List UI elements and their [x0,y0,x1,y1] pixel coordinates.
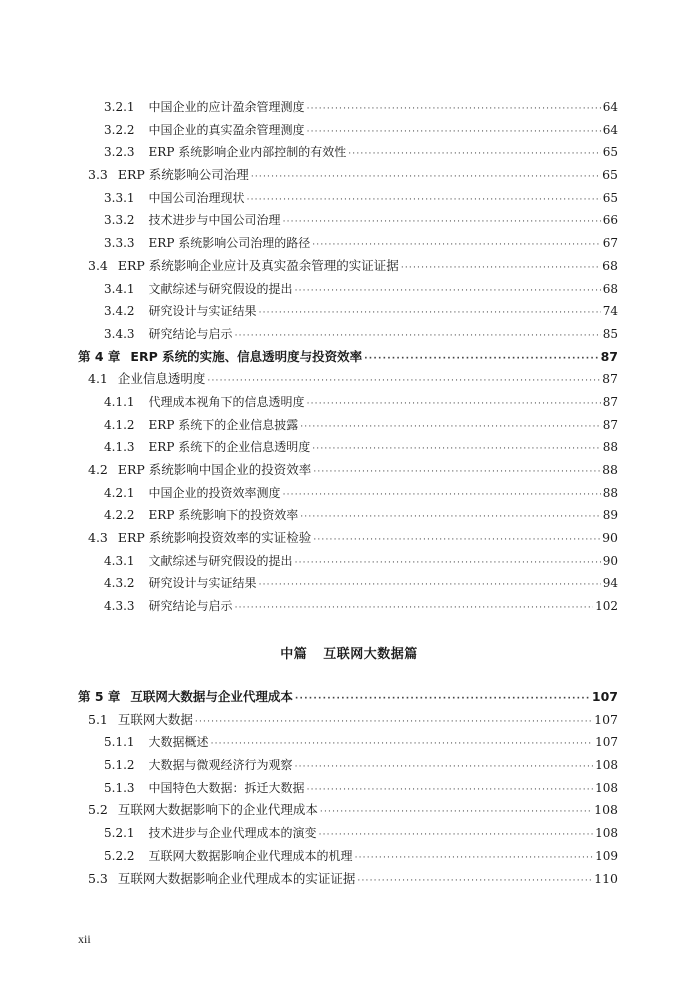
toc-entry-page: 65 [602,190,618,205]
toc-entry-title: 大数据与微观经济行为观察 [148,758,293,773]
toc-entry-title: 研究设计与实证结果 [148,304,257,319]
toc-entry-page: 88 [602,485,618,500]
toc-entry-page: 67 [602,236,618,251]
toc-entry-title: 中国企业的真实盈余管理测度 [148,122,305,137]
toc-entry-page: 87 [600,348,618,364]
toc-dot-leader [295,756,594,779]
toc-dot-leader [320,801,592,824]
toc-entry-number: 4.1.3 [104,440,135,455]
toc-entry-title: 互联网大数据影响企业代理成本的实证证据 [117,870,356,886]
toc-entry-number: 3.3.1 [104,190,135,205]
toc-subsection-entry [78,209,618,232]
toc-entry-title: 互联网大数据 [117,711,193,727]
toc-subsection-entry [78,572,618,595]
toc-entry-number: 5.1.1 [104,735,135,750]
toc-dot-leader [247,189,601,212]
toc-entry-number: 第 4 章 [78,348,121,364]
toc-entry-title: 技术进步与中国公司治理 [148,213,281,228]
toc-entry-page: 94 [602,576,618,591]
toc-subsection-entry [78,550,618,573]
toc-entry-number: 4.3.1 [104,553,135,568]
toc-subsection-entry [78,845,618,868]
toc-subsection-entry [78,482,618,505]
toc-entry-number: 4.2 [88,462,108,477]
toc-entry-page: 64 [602,122,618,137]
toc-section-entry [78,164,618,187]
toc-dot-leader [295,552,601,575]
toc-entry-title: ERP 系统影响企业应计及真实盈余管理的实证证据 [117,257,399,273]
toc-entry-page: 90 [602,553,618,568]
toc-chapter-entry [78,346,618,369]
toc-entry-number: 4.1.1 [104,394,135,409]
toc-dot-leader [207,370,600,393]
toc-dot-leader [283,211,601,234]
toc-section-entry [78,527,618,550]
toc-dot-leader [348,143,600,166]
toc-entry-page: 68 [602,257,618,273]
toc-entry-number: 4.3.3 [104,599,135,614]
toc-dot-leader [307,393,601,416]
toc-dot-leader [259,574,601,597]
toc-entry-title: ERP 系统下的企业信息披露 [148,417,299,432]
toc-subsection-entry [78,391,618,414]
toc-entry-number: 5.2 [88,802,108,818]
toc-entry-page: 87 [602,394,618,409]
toc-dot-leader [307,121,601,144]
toc-entry-page: 108 [595,780,618,795]
toc-entry-page: 89 [602,508,618,523]
toc-entry-page: 102 [595,599,618,614]
toc-section-entry [78,868,618,891]
toc-entry-number: 5.1 [88,711,108,727]
toc-subsection-entry [78,731,618,754]
toc-entry-number: 5.2.2 [104,848,135,863]
toc-entry-number: 3.4.2 [104,304,135,319]
toc-subsection-entry [78,119,618,142]
toc-entry-number: 5.1.2 [104,758,135,773]
toc-entry-title: 研究设计与实证结果 [148,576,257,591]
toc-entry-title: 中国企业的投资效率测度 [148,485,281,500]
toc-entry-number: 3.4 [88,257,108,273]
toc-entry-page: 110 [594,870,618,886]
toc-entry-title: ERP 系统下的企业信息透明度 [148,440,311,455]
toc-entry-title: ERP 系统影响企业内部控制的有效性 [148,145,347,160]
toc-chapter-entry [78,686,618,709]
toc-entry-page: 109 [595,848,618,863]
toc-entry-number: 3.3 [88,167,108,183]
toc-entry-page: 66 [602,213,618,228]
part-name: 互联网大数据篇 [323,647,418,662]
toc-dot-leader [401,257,600,280]
toc-dot-leader [300,506,600,529]
toc-section-entry [78,255,618,278]
toc-entry-title: 中国特色大数据：拆迁大数据 [148,780,305,795]
table-of-contents-upper [78,96,618,618]
toc-dot-leader [235,325,601,348]
toc-entry-title: 互联网大数据与企业代理成本 [130,689,293,704]
toc-entry-title: 大数据概述 [148,735,209,750]
toc-entry-page: 88 [602,462,618,477]
toc-entry-page: 108 [595,758,618,773]
toc-section-entry [78,709,618,732]
toc-entry-title: 互联网大数据影响企业代理成本的机理 [148,848,353,863]
toc-entry-title: ERP 系统影响下的投资效率 [148,508,299,523]
part-heading [0,643,698,662]
toc-dot-leader [300,416,600,439]
toc-entry-title: 文献综述与研究假设的提出 [148,281,293,296]
toc-subsection-entry [78,323,618,346]
toc-subsection-entry [78,754,618,777]
toc-dot-leader [312,234,600,257]
toc-subsection-entry [78,232,618,255]
toc-entry-number: 第 5 章 [78,689,121,704]
toc-entry-title: ERP 系统的实施、信息透明度与投资效率 [130,348,363,364]
toc-entry-page: 65 [602,167,618,183]
toc-entry-page: 87 [602,371,618,387]
toc-entry-number: 3.2.2 [104,122,135,137]
toc-entry-title: 互联网大数据影响下的企业代理成本 [117,802,318,818]
part-label: 中篇 [280,647,308,662]
toc-entry-title: 研究结论与启示 [148,326,233,341]
toc-dot-leader [251,166,600,189]
toc-entry-title: ERP 系统影响公司治理的路径 [148,236,311,251]
toc-dot-leader [312,438,600,461]
toc-dot-leader [295,280,601,303]
toc-subsection-entry [78,504,618,527]
toc-entry-page: 90 [602,530,618,546]
toc-entry-title: 研究结论与启示 [148,599,233,614]
toc-dot-leader [313,461,600,484]
toc-entry-page: 74 [602,304,618,319]
toc-dot-leader [313,529,600,552]
toc-subsection-entry [78,414,618,437]
table-of-contents-lower [78,686,618,890]
toc-entry-page: 68 [602,281,618,296]
toc-entry-number: 3.2.3 [104,145,135,160]
toc-subsection-entry [78,187,618,210]
page-folio: xii [78,932,91,946]
toc-entry-page: 107 [591,689,618,704]
toc-entry-number: 3.2.1 [104,100,135,114]
toc-subsection-entry [78,595,618,618]
toc-entry-title: 技术进步与企业代理成本的演变 [148,826,317,841]
toc-entry-page: 87 [602,417,618,432]
toc-subsection-entry [78,822,618,845]
toc-entry-number: 5.1.3 [104,780,135,795]
toc-dot-leader [235,597,594,620]
toc-entry-number: 3.4.3 [104,326,135,341]
toc-entry-number: 4.2.2 [104,508,135,523]
toc-entry-page: 108 [594,802,618,818]
toc-subsection-entry [78,96,618,119]
toc-entry-number: 4.1 [88,371,108,387]
toc-dot-leader [283,484,601,507]
toc-entry-page: 108 [595,826,618,841]
toc-entry-page: 88 [602,440,618,455]
toc-entry-title: ERP 系统影响投资效率的实证检验 [117,530,312,546]
toc-dot-leader [211,733,594,756]
toc-entry-title: 文献综述与研究假设的提出 [148,553,293,568]
toc-entry-number: 3.4.1 [104,281,135,296]
toc-entry-number: 5.2.1 [104,826,135,841]
toc-entry-title: 代理成本视角下的信息透明度 [148,394,305,409]
toc-dot-leader [307,779,594,802]
toc-dot-leader [259,302,601,325]
toc-dot-leader [355,847,594,870]
toc-subsection-entry [78,300,618,323]
toc-entry-page: 85 [602,326,618,341]
toc-entry-number: 3.3.2 [104,213,135,228]
toc-subsection-entry [78,141,618,164]
toc-subsection-entry [78,278,618,301]
toc-dot-leader [357,870,592,893]
toc-entry-title: 企业信息透明度 [117,371,206,387]
toc-entry-title: 中国公司治理现状 [148,190,245,205]
toc-entry-page: 64 [602,100,618,114]
toc-entry-number: 4.1.2 [104,417,135,432]
toc-entry-page: 107 [594,711,618,727]
toc-entry-page: 107 [595,735,618,750]
toc-entry-title: ERP 系统影响中国企业的投资效率 [117,462,312,477]
toc-entry-number: 4.3.2 [104,576,135,591]
toc-entry-page: 65 [602,145,618,160]
toc-section-entry [78,368,618,391]
toc-dot-leader [364,348,599,371]
toc-entry-title: ERP 系统影响公司治理 [117,167,249,183]
toc-entry-number: 4.3 [88,530,108,546]
toc-dot-leader [195,711,592,734]
toc-section-entry [78,459,618,482]
toc-entry-title: 中国企业的应计盈余管理测度 [148,100,305,114]
toc-entry-number: 4.2.1 [104,485,135,500]
toc-subsection-entry [78,436,618,459]
toc-section-entry [78,799,618,822]
toc-dot-leader [307,98,601,121]
toc-subsection-entry [78,777,618,800]
toc-dot-leader [319,824,594,847]
toc-entry-number: 3.3.3 [104,236,135,251]
toc-entry-number: 5.3 [88,870,108,886]
toc-dot-leader [295,688,590,711]
